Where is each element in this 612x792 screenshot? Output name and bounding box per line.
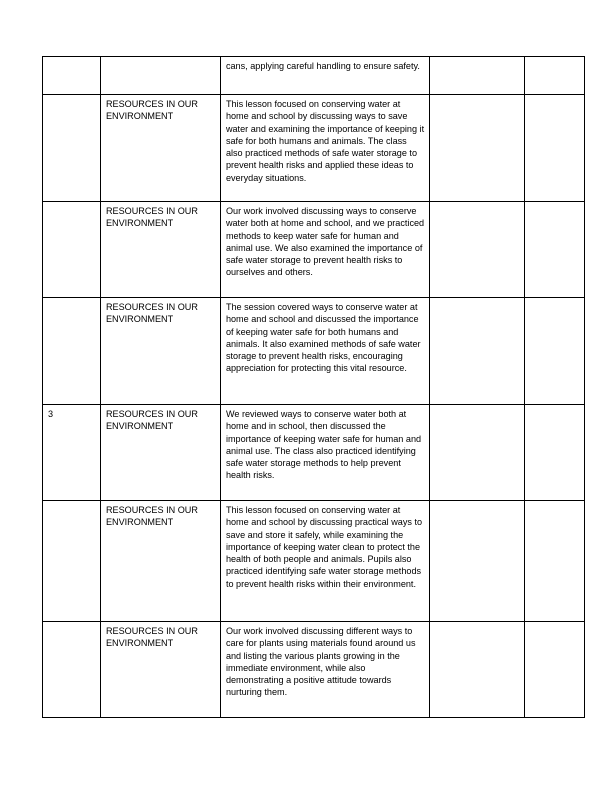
topic-cell: RESOURCES IN OUR ENVIRONMENT: [100, 298, 220, 405]
week-cell: [43, 298, 101, 405]
empty-cell: [524, 57, 584, 95]
empty-cell: [524, 298, 584, 405]
empty-cell: [524, 202, 584, 298]
lesson-log-table: [42, 56, 585, 718]
topic-cell: RESOURCES IN OUR ENVIRONMENT: [100, 501, 220, 622]
topic-cell: RESOURCES IN OUR ENVIRONMENT: [100, 95, 220, 202]
week-cell: [43, 95, 101, 202]
week-cell: [43, 57, 101, 95]
empty-cell: [430, 57, 525, 95]
table-row: [43, 405, 585, 501]
summary-cell: This lesson focused on conserving water at home and school by discussing practical ways to save and store it safely, while examining the importance of keeping water clean to protect the health of both people and animals. Pupils also practiced identifying safe water storage methods to prevent health risks within their environment.: [220, 501, 429, 622]
empty-cell: [430, 622, 525, 718]
week-cell: [43, 501, 101, 622]
table-row: [43, 95, 585, 202]
summary-cell: The session covered ways to conserve water at home and school and discussed the importance of keeping water safe for both humans and animals. It also examined methods of safe water storage to prevent health risks, encouraging appreciation for protecting this vital resource.: [220, 298, 429, 405]
empty-cell: [430, 95, 525, 202]
topic-cell: RESOURCES IN OUR ENVIRONMENT: [100, 622, 220, 718]
empty-cell: [430, 298, 525, 405]
table-row: [43, 501, 585, 622]
empty-cell: [524, 95, 584, 202]
week-cell: 3: [43, 405, 101, 501]
empty-cell: [524, 622, 584, 718]
topic-cell: [100, 57, 220, 95]
topic-cell: RESOURCES IN OUR ENVIRONMENT: [100, 202, 220, 298]
summary-cell: Our work involved discussing different ways to care for plants using materials found around us and listing the various plants growing in the immediate environment, while also demonstrating a positive attitude towards nurturing them.: [220, 622, 429, 718]
empty-cell: [430, 202, 525, 298]
summary-cell: Our work involved discussing ways to conserve water both at home and school, and we practiced methods to keep water safe for human and animal use. We also examined the importance of safe water storage to prevent health risks to ourselves and others.: [220, 202, 429, 298]
summary-cell: This lesson focused on conserving water at home and school by discussing ways to save water and examining the importance of keeping it safe for both humans and animals. The class also practiced methods of safe water storage to prevent health risks and applied these ideas to everyday situations.: [220, 95, 429, 202]
week-cell: [43, 202, 101, 298]
summary-cell: We reviewed ways to conserve water both at home and in school, then discussed the importance of keeping water safe for human and animal use. The class also practiced identifying safe water storage methods to help prevent health risks.: [220, 405, 429, 501]
table-row: [43, 622, 585, 718]
table-row: [43, 57, 585, 95]
table-row: [43, 298, 585, 405]
week-cell: [43, 622, 101, 718]
empty-cell: [524, 405, 584, 501]
table-row: [43, 202, 585, 298]
empty-cell: [524, 501, 584, 622]
topic-cell: RESOURCES IN OUR ENVIRONMENT: [100, 405, 220, 501]
empty-cell: [430, 405, 525, 501]
empty-cell: [430, 501, 525, 622]
summary-cell: cans, applying careful handling to ensure safety.: [220, 57, 429, 95]
